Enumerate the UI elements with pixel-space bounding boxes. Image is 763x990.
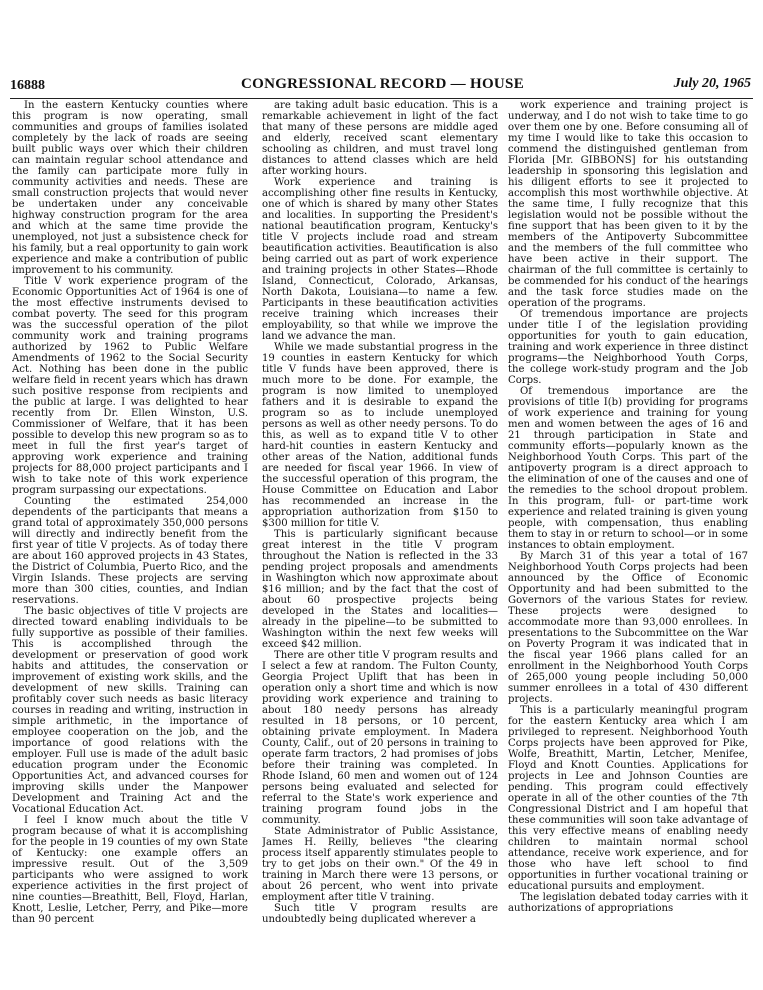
header-rule bbox=[10, 98, 753, 99]
page-number: 16888 bbox=[10, 78, 45, 93]
paragraph: are taking adult basic education. This is a remarkable achievement in light of the fact that many of these persons are middle aged and elderly, received scant elementary schooling as children, and must travel long distances to attend classes which are held after working hours. bbox=[262, 100, 498, 177]
paragraph: In the eastern Kentucky counties where this program is now operating, small communities and groups of families isolated completely by the lack of roads are seeing built public ways over which their children can maintain regular school attendance and the family can participate more fully in community activities and needs. These are small construction projects that would never be undertaken under any conceivable highway construction program for the area and which at the same time provide the unemployed, not just a subsistence check for his family, but a real opportunity to gain work experience and make a contribution of public improvement to his community. bbox=[12, 100, 248, 276]
paragraph: Of tremendous importance are the provisions of title I(b) providing for programs of work experience and training for young men and women between the ages of 16 and 21 through participation in State and community efforts—popularly known as the Neighborhood Youth Corps. This part of the antipoverty program is a direct approach to the elimination of one of the causes and one of the remedies to the school dropout problem. In this program, full- or part-time work experience and related training is given young people, with compensation, thus enabling them to stay in or return to school—or in some instances to obtain employment. bbox=[508, 386, 748, 551]
text-column-left bbox=[12, 100, 248, 972]
paragraph: Title V work experience program of the Economic Opportunities Act of 1964 is one of the most effective instruments devised to combat poverty. The seed for this program was the successful operation of the pilot community work and training programs authorized by 1962 to Public Welfare Amendments of 1962 to the Social Security Act. Nothing has been done in the public welfare field in recent years which has drawn such positive response from recipients and the public at large. I was delighted to hear recently from Dr. Ellen Winston, U.S. Commissioner of Welfare, that it has been possible to develop this new program so as to meet in full the first year's target of approving work experience and training projects for 88,000 project participants and I wish to take note of this work experience program surpassing our expectations. bbox=[12, 276, 248, 496]
paragraph: While we made substantial progress in the 19 counties in eastern Kentucky for which title V funds have been approved, there is much more to be done. For example, the program is now limited to unemployed fathers and it is desirable to expand the program so as to include unemployed persons as well as other needy persons. To do this, as well as to expand title V to other hard-hit counties in eastern Kentucky and other areas of the Nation, additional funds are needed for fiscal year 1966. In view of the successful operation of this program, the House Committee on Education and Labor has recommended an increase in the appropriation authorization from $150 to $300 million for title V. bbox=[262, 342, 498, 529]
paragraph: The basic objectives of title V projects are directed toward enabling individuals to be fully supportive as possible of their families. This is accomplished through the development or preservation of good work habits and attitudes, the conservation or improvement of existing work skills, and the development of new skills. Training can profitably cover such needs as basic literacy courses in reading and writing, instruction in simple arithmetic, in the importance of employee cooperation on the job, and the importance of good relations with the employer. Full use is made of the adult basic education program under the Economic Opportunities Act, and advanced courses for improving skills under the Manpower Development and Training Act and the Vocational Education Act. bbox=[12, 606, 248, 815]
paragraph: Of tremendous importance are projects under title I of the legislation providing opportunities for youth to gain education, training and work experience in three distinct programs—the Neighborhood Youth Corps, the college work-study program and the Job Corps. bbox=[508, 309, 748, 386]
paragraph: By March 31 of this year a total of 167 Neighborhood Youth Corps projects had been announced by the Office of Economic Opportunity and had been submitted to the Governors of the various States for review. These projects were designed to accommodate more than 93,000 enrollees. In presentations to the Subcommittee on the War on Poverty Program it was indicated that in the fiscal year 1966 plans called for an enrollment in the Neighborhood Youth Corps of 265,000 young people including 50,000 summer enrollees in a total of 430 different projects. bbox=[508, 551, 748, 705]
paragraph: Such title V program results are undoubtedly being duplicated wherever a bbox=[262, 903, 498, 925]
paragraph: State Administrator of Public Assistance, James H. Reilly, believes "the clearing process itself apparently stimulates people to try to get jobs on their own." Of the 49 in training in March there were 13 persons, or about 26 percent, who went into private employment after title V training. bbox=[262, 826, 498, 903]
text-column-right bbox=[508, 100, 748, 972]
paragraph: I feel I know much about the title V program because of what it is accomplishing for the people in 19 counties of my own State of Kentucky: one example offers an impressive result. Out of the 3,509 participants who were assigned to work experience activities in the first project of nine counties—Breathitt, Bell, Floyd, Harlan, Knott, Leslie, Letcher, Perry, and Pike—more than 90 percent bbox=[12, 815, 248, 925]
paragraph: Counting the estimated 254,000 dependents of the participants that means a grand total of approximately 350,000 persons will directly and indirectly benefit from the first year of title V projects. As of today there are about 160 approved projects in 43 States, the District of Columbia, Puerto Rico, and the Virgin Islands. These projects are serving more than 300 cities, counties, and Indian reservations. bbox=[12, 496, 248, 606]
paragraph: Work experience and training is accomplishing other fine results in Kentucky, one of which is shared by many other States and localities. In supporting the President's national beautification program, Kentucky's title V projects include road and stream beautification activities. Beautification is also being carried out as part of work experience and training projects in other States—Rhode Island, Connecticut, Colorado, Arkansas, North Dakota, Louisiana—to name a few. Participants in these beautification activities receive training which increases their employability, so that while we improve the land we advance the man. bbox=[262, 177, 498, 342]
text-column-middle bbox=[262, 100, 498, 972]
paragraph: This is particularly significant because great interest in the title V program throughout the Nation is reflected in the 33 pending project proposals and amendments in Washington which now approximate about $16 million; and by the fact that the cost of about 60 prospective projects being developed in the States and localities—already in the pipeline—to be submitted to Washington within the next few weeks will exceed $42 million. bbox=[262, 529, 498, 650]
paragraph: This is a particularly meaningful program for the eastern Kentucky area which I am privileged to represent. Neighborhood Youth Corps projects have been approved for Pike, Wolfe, Breathitt, Martin, Letcher, Menifee, Floyd and Knott Counties. Applications for projects in Lee and Johnson Counties are pending. This program could effectively operate in all of the other counties of the 7th Congressional District and I am hopeful that these communities will soon take advantage of this very effective means of enabling needy children to maintain normal school attendance, receive work experience, and for those who have left school to find opportunities in further vocational training or educational pursuits and employment. bbox=[508, 705, 748, 892]
paragraph: work experience and training project is underway, and I do not wish to take time to go over them one by one. Before consuming all of my time I would like to take this occasion to commend the distinguished gentleman from Florida [Mr. GIBBONS] for his outstanding leadership in sponsoring this legislation and his diligent efforts to see it projected to accomplish this most worthwhile objective. At the same time, I fully recognize that this legislation would not be possible without the fine support that has been given to it by the members of the Antipoverty Subcommittee and the members of the full committee who have been active in their support. The chairman of the full committee is certainly to be commended for his conduct of the hearings and the task force studies made on the operation of the programs. bbox=[508, 100, 748, 309]
publication-title: CONGRESSIONAL RECORD — HOUSE bbox=[240, 76, 525, 92]
paragraph: The legislation debated today carries with it authorizations of appropriations bbox=[508, 892, 748, 914]
page-header bbox=[10, 76, 755, 98]
issue-date: July 20, 1965 bbox=[673, 76, 751, 91]
paragraph: There are other title V program results and I select a few at random. The Fulton County, Georgia Project Uplift that has been in operation only a short time and which is now providing work experience and training to about 180 needy persons has already resulted in 18 persons, or 10 percent, obtaining private employment. In Madera County, Calif., out of 20 persons in training to operate farm tractors, 2 had promises of jobs before their training was completed. In Rhode Island, 60 men and women out of 124 persons being evaluated and selected for referral to the State's work experience and training program found jobs in the community. bbox=[262, 650, 498, 826]
